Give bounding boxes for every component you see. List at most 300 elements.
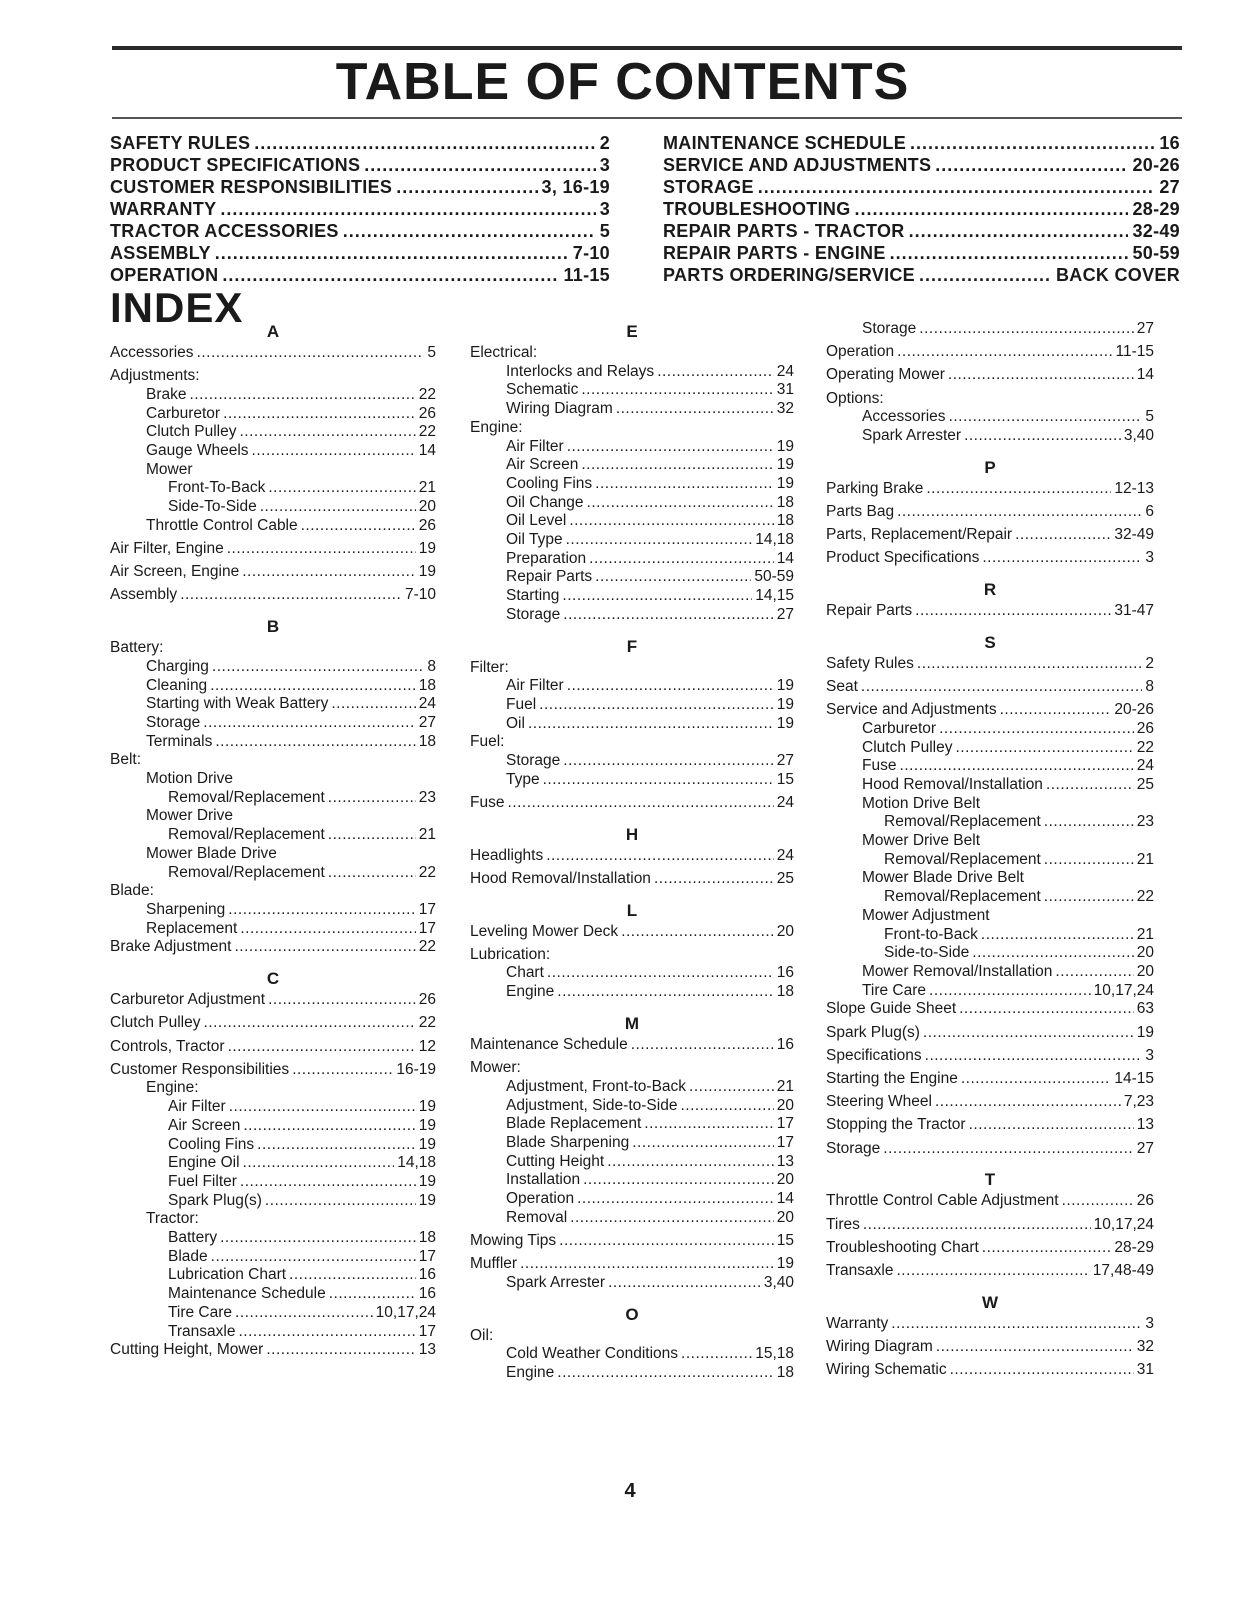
- index-entry-label: Removal: [506, 1208, 568, 1226]
- dot-leader: [252, 442, 416, 461]
- index-entry: [110, 864, 436, 883]
- index-entry-page: 27: [1136, 1139, 1154, 1157]
- index-entry-page: 24: [776, 362, 794, 380]
- index-entry-page: 27: [776, 752, 794, 770]
- index-entry-label: Engine:: [470, 418, 523, 436]
- index-entry: [826, 678, 1154, 697]
- index-heading: INDEX: [110, 284, 244, 331]
- dot-leader: [239, 423, 415, 442]
- index-entry-label: Storage: [506, 605, 561, 623]
- toc-entry-label: SAFETY RULES: [110, 133, 251, 153]
- toc-entry-label: CUSTOMER RESPONSIBILITIES: [110, 177, 393, 197]
- dot-leader: [257, 1136, 416, 1155]
- toc-entry-label: WARRANTY: [110, 199, 217, 219]
- index-entry-label: Stopping the Tractor: [826, 1116, 966, 1134]
- index-column-1: [110, 320, 436, 1360]
- dot-leader: [883, 1140, 1133, 1159]
- index-entry: [826, 1262, 1154, 1281]
- index-entry-label: Cooling Fins: [506, 474, 593, 492]
- letter-spacer: [826, 621, 1154, 631]
- dot-leader: [936, 1338, 1134, 1357]
- index-entry-page: 31: [1136, 1361, 1154, 1379]
- dot-leader: [563, 606, 773, 625]
- index-entry-page: 15: [776, 1231, 794, 1249]
- dot-leader: [190, 386, 416, 405]
- index-entry: [826, 1315, 1154, 1334]
- toc-entry: [110, 177, 610, 199]
- index-entry-page: 27: [418, 713, 436, 731]
- index-entry-label: Starting the Engine: [826, 1070, 958, 1087]
- index-entry: [110, 1038, 436, 1057]
- index-entry: [110, 1154, 436, 1173]
- index-entry-page: 22: [418, 385, 436, 403]
- index-entry: [110, 789, 436, 808]
- letter-spacer: [110, 605, 436, 615]
- index-entry: [110, 586, 436, 605]
- index-entry-label: Controls, Tractor: [110, 1037, 225, 1055]
- index-entry-label: Clutch Pulley: [862, 738, 953, 756]
- index-entry-page: 22: [418, 1014, 436, 1032]
- index-entry-page: 13: [776, 1152, 794, 1170]
- toc-entry: [663, 199, 1180, 221]
- index-entry: [110, 1079, 436, 1098]
- dot-leader: [1046, 776, 1134, 795]
- dot-leader: [935, 1093, 1121, 1112]
- index-entry: [110, 920, 436, 939]
- index-entry-label: Muffler: [470, 1255, 518, 1273]
- dot-leader: [570, 1209, 774, 1228]
- index-entry: [826, 655, 1154, 674]
- index-entry-page: 22: [418, 423, 436, 441]
- dot-leader: [1044, 888, 1134, 907]
- dot-leader: [240, 920, 415, 939]
- toc-entry-page: 32-49: [1132, 221, 1180, 241]
- index-entry-label: Spark Arrester: [506, 1273, 606, 1291]
- dot-leader: [243, 1154, 395, 1173]
- index-entry-label: Tractor:: [146, 1210, 199, 1228]
- index-entry-label: Storage: [506, 752, 561, 770]
- index-entry: [826, 1070, 1154, 1089]
- index-entry-page: 3,40: [1123, 427, 1154, 445]
- dot-leader: [222, 265, 559, 286]
- index-entry-page: 19: [776, 437, 794, 455]
- index-entry: [826, 1192, 1154, 1211]
- dot-leader: [234, 938, 415, 957]
- index-entry-label: Starting: [506, 587, 560, 605]
- index-entry: [470, 1059, 794, 1078]
- index-entry: [826, 888, 1154, 907]
- index-entry-label: Transaxle: [826, 1261, 894, 1279]
- dot-leader: [215, 733, 415, 752]
- dot-leader: [959, 1000, 1134, 1019]
- dot-leader: [923, 1024, 1134, 1043]
- index-entry-label: Adjustment, Side-to-Side: [506, 1096, 678, 1114]
- index-entry: [470, 847, 794, 866]
- index-entry-page: 19: [776, 677, 794, 695]
- index-entry-label: Electrical:: [470, 344, 538, 361]
- index-entry: [470, 1255, 794, 1274]
- index-entry: [470, 1232, 794, 1251]
- letter-spacer: [826, 568, 1154, 578]
- index-entry-page: 19: [776, 695, 794, 713]
- index-letter-heading: S: [984, 632, 996, 652]
- index-entry: [470, 1345, 794, 1364]
- index-entry-page: 26: [418, 404, 436, 422]
- index-entry-label: Air Screen: [506, 456, 579, 474]
- index-entry-page: 32-49: [1114, 526, 1154, 544]
- index-entry: [826, 1338, 1154, 1357]
- index-entry-label: Mowing Tips: [470, 1231, 557, 1249]
- index-entry-label: Mower: [146, 460, 193, 478]
- dot-leader: [899, 757, 1133, 776]
- index-entry-label: Engine: [506, 983, 555, 1001]
- dot-leader: [228, 1038, 416, 1057]
- index-entry: [826, 1093, 1154, 1112]
- index-entry: [110, 1061, 436, 1080]
- toc-entry-label: REPAIR PARTS - ENGINE: [663, 243, 886, 263]
- index-entry: [110, 1192, 436, 1211]
- index-entry: [470, 1078, 794, 1097]
- index-entry-page: 19: [418, 1135, 436, 1153]
- index-entry-page: 32: [1136, 1337, 1154, 1355]
- index-entry-label: Preparation: [506, 549, 587, 567]
- index-entry-label: Repair Parts: [506, 568, 593, 586]
- index-entry-label: Operation: [826, 343, 895, 361]
- index-entry-label: Operation: [506, 1190, 575, 1208]
- index-entry-label: Removal/Replacement: [884, 813, 1041, 831]
- index-entry-label: Mower Adjustment: [862, 906, 990, 924]
- dot-leader: [238, 1323, 415, 1342]
- index-entry-page: 26: [1136, 719, 1154, 737]
- index-entry: [110, 826, 436, 845]
- index-entry-label: Removal/Replacement: [168, 863, 325, 881]
- index-entry-page: 23: [1136, 813, 1154, 831]
- dot-leader: [577, 1190, 774, 1209]
- index-entry-page: 16: [418, 1285, 436, 1303]
- index-entry-label: Service and Adjustments: [826, 701, 997, 719]
- index-entry: [826, 1024, 1154, 1043]
- index-entry-page: 10,17,24: [375, 1303, 436, 1321]
- index-entry-page: 8: [427, 657, 436, 675]
- index-entry-label: Oil Type: [506, 531, 563, 549]
- dot-leader: [961, 1070, 1112, 1089]
- index-entry: [110, 498, 436, 517]
- index-letter-heading: C: [266, 969, 280, 989]
- index-entry: [470, 587, 794, 606]
- toc-entry-page: 27: [1159, 177, 1180, 197]
- index-entry: [110, 1098, 436, 1117]
- index-entry: [826, 776, 1154, 795]
- index-entry: [470, 456, 794, 475]
- dot-leader: [948, 366, 1134, 385]
- index-entry: [110, 695, 436, 714]
- dot-leader: [982, 549, 1142, 568]
- index-entry-label: Front-To-Back: [168, 479, 266, 497]
- page-number: 4: [624, 1480, 636, 1502]
- toc-entry-page: 3: [599, 155, 610, 175]
- dot-leader: [595, 568, 751, 587]
- index-entry-page: 15,18: [755, 1345, 794, 1363]
- index-entry-page: 19: [776, 714, 794, 732]
- dot-leader: [1062, 1192, 1134, 1211]
- toc-entry-page: 16: [1159, 133, 1180, 153]
- index-entry: [110, 540, 436, 559]
- index-entry-label: Product Specifications: [826, 549, 980, 567]
- toc-entry-label: REPAIR PARTS - TRACTOR: [663, 221, 905, 241]
- dot-leader: [563, 752, 773, 771]
- index-entry: [110, 938, 436, 957]
- index-entry-label: Removal/Replacement: [884, 850, 1041, 868]
- dot-leader: [981, 926, 1134, 945]
- index-entry: [826, 851, 1154, 870]
- index-entry-page: 50-59: [754, 568, 794, 586]
- index-entry-label: Side-To-Side: [168, 498, 257, 516]
- index-entry: [470, 659, 794, 678]
- index-entry: [110, 1266, 436, 1285]
- index-entry-page: 20: [776, 1171, 794, 1189]
- index-entry-label: Fuse: [470, 793, 505, 811]
- index-entry-page: 17: [418, 900, 436, 918]
- index-entry: [110, 991, 436, 1010]
- index-entry-page: 11-15: [1115, 343, 1154, 361]
- index-entry: [470, 1327, 794, 1346]
- index-entry: [826, 813, 1154, 832]
- dot-leader: [210, 677, 416, 696]
- index-entry-page: 16-19: [396, 1060, 436, 1078]
- index-entry: [826, 408, 1154, 427]
- index-entry-page: 13: [1136, 1116, 1154, 1134]
- index-entry-page: 19: [418, 540, 436, 558]
- index-entry-label: Battery: [168, 1229, 218, 1247]
- index-entry-label: Gauge Wheels: [146, 442, 249, 460]
- dot-leader: [1015, 526, 1111, 545]
- index-entry-label: Hood Removal/Installation: [862, 775, 1043, 793]
- dot-leader: [197, 344, 425, 363]
- index-entry-label: Spark Arrester: [862, 427, 962, 445]
- index-entry-page: 14,18: [755, 531, 794, 549]
- index-entry-label: Tires: [826, 1215, 860, 1233]
- index-entry-label: Interlocks and Relays: [506, 362, 655, 380]
- dot-leader: [919, 320, 1133, 339]
- index-entry-label: Warranty: [826, 1314, 889, 1332]
- index-entry: [110, 1304, 436, 1323]
- index-entry: [826, 739, 1154, 758]
- toc-entry-page: 2: [599, 133, 610, 153]
- index-entry: [110, 1248, 436, 1267]
- index-entry-page: 14,15: [755, 587, 794, 605]
- index-entry-page: 63: [1136, 1000, 1154, 1018]
- index-entry: [470, 494, 794, 513]
- dot-leader: [240, 1173, 416, 1192]
- letter-spacer: [470, 889, 794, 899]
- index-entry-page: 14: [418, 442, 436, 460]
- index-entry: [470, 715, 794, 734]
- toc-entry-page: 5: [599, 221, 610, 241]
- index-entry-label: Maintenance Schedule: [470, 1035, 628, 1053]
- index-entry: [110, 882, 436, 901]
- index-entry: [826, 926, 1154, 945]
- index-entry-label: Removal/Replacement: [168, 788, 325, 806]
- top-rule: [112, 46, 1182, 50]
- index-entry-page: 22: [1136, 888, 1154, 906]
- dot-leader: [268, 991, 416, 1010]
- index-entry-label: Leveling Mower Deck: [470, 922, 619, 940]
- dot-leader: [1044, 813, 1134, 832]
- dot-leader: [595, 475, 774, 494]
- dot-leader: [896, 1262, 1089, 1281]
- index-entry: [110, 442, 436, 461]
- index-entry: [826, 757, 1154, 776]
- letter-spacer: [470, 1002, 794, 1012]
- letter-spacer: [470, 1293, 794, 1303]
- dot-leader: [329, 1285, 416, 1304]
- index-entry: [826, 869, 1154, 888]
- index-entry-page: 14: [1136, 366, 1154, 384]
- dot-leader: [955, 739, 1133, 758]
- index-entry: [110, 733, 436, 752]
- letter-spacer: [470, 813, 794, 823]
- index-entry-page: 5: [1145, 408, 1154, 426]
- index-entry: [826, 944, 1154, 963]
- toc-entry: [663, 221, 1180, 243]
- index-entry-page: 27: [1136, 320, 1154, 337]
- dot-leader: [569, 512, 773, 531]
- dot-leader: [654, 870, 774, 889]
- index-entry-label: Engine:: [146, 1079, 199, 1097]
- index-entry: [826, 549, 1154, 568]
- index-entry: [826, 343, 1154, 362]
- index-entry-page: 19: [418, 1191, 436, 1209]
- index-entry: [110, 1136, 436, 1155]
- dot-leader: [910, 133, 1155, 154]
- index-entry-label: Mower Drive: [146, 807, 233, 825]
- index-entry: [826, 832, 1154, 851]
- dot-leader: [1055, 963, 1133, 982]
- index-entry-label: Spark Plug(s): [826, 1023, 920, 1041]
- dot-leader: [950, 1361, 1134, 1380]
- toc-entry: [663, 243, 1180, 265]
- dot-leader: [919, 265, 1052, 286]
- index-entry-label: Specifications: [826, 1046, 922, 1064]
- dot-leader: [567, 677, 774, 696]
- dot-leader: [328, 789, 416, 808]
- index-entry-page: 27: [776, 605, 794, 623]
- index-entry-page: 16: [418, 1266, 436, 1284]
- index-entry-page: 2: [1145, 654, 1154, 672]
- index-entry: [110, 517, 436, 536]
- dot-leader: [608, 1274, 761, 1293]
- letter-spacer: [826, 1281, 1154, 1291]
- dot-leader: [528, 715, 774, 734]
- toc-entry: [110, 221, 610, 243]
- dot-leader: [890, 243, 1129, 264]
- dot-leader: [292, 1061, 393, 1080]
- toc-entry: [110, 243, 610, 265]
- index-entry-page: 20: [418, 498, 436, 516]
- index-entry-label: Blade: [168, 1247, 208, 1265]
- index-entry-page: 13: [418, 1341, 436, 1359]
- index-entry-label: Front-to-Back: [884, 925, 978, 943]
- index-entry: [470, 923, 794, 942]
- index-entry-page: 18: [776, 493, 794, 511]
- index-entry-page: 18: [776, 1363, 794, 1381]
- index-entry: [826, 1047, 1154, 1066]
- index-entry: [826, 963, 1154, 982]
- index-entry-page: 24: [776, 846, 794, 864]
- index-entry: [826, 982, 1154, 1001]
- toc-entry-page: 7-10: [572, 243, 610, 263]
- index-entry-page: 10,17,24: [1093, 981, 1154, 999]
- dot-leader: [235, 1304, 373, 1323]
- index-entry-label: Safety Rules: [826, 654, 914, 672]
- index-entry-label: Mower Drive Belt: [862, 832, 980, 850]
- dot-leader: [935, 155, 1128, 176]
- dot-leader: [331, 695, 415, 714]
- index-entry-page: 19: [776, 456, 794, 474]
- page-title: TABLE OF CONTENTS: [335, 53, 910, 111]
- index-entry-page: 17: [418, 919, 436, 937]
- index-column-2: [470, 320, 794, 1383]
- index-entry: [110, 714, 436, 733]
- index-entry-label: Mower:: [470, 1059, 521, 1077]
- dot-leader: [657, 363, 774, 382]
- index-entry-page: 20: [776, 1208, 794, 1226]
- toc-entry-label: PRODUCT SPECIFICATIONS: [110, 155, 361, 175]
- index-entry-page: 25: [776, 869, 794, 887]
- index-entry-page: 8: [1145, 677, 1154, 695]
- index-entry-page: 21: [776, 1077, 794, 1095]
- dot-leader: [211, 1248, 416, 1267]
- toc-left-column: [110, 133, 610, 287]
- dot-leader: [507, 794, 773, 813]
- index-entry-label: Battery:: [110, 639, 164, 657]
- dot-leader: [557, 1364, 773, 1383]
- index-entry: [470, 1115, 794, 1134]
- index-entry-label: Motion Drive Belt: [862, 794, 981, 812]
- index-entry-label: Air Filter: [506, 677, 564, 695]
- letter-spacer: [826, 446, 1154, 456]
- index-entry: [470, 1134, 794, 1153]
- toc-entry-label: MAINTENANCE SCHEDULE: [663, 133, 907, 153]
- dot-leader: [644, 1115, 773, 1134]
- toc-entry-label: SERVICE AND ADJUSTMENTS: [663, 155, 932, 175]
- index-entry-label: Blade Sharpening: [506, 1133, 630, 1151]
- index-entry-label: Cutting Height, Mower: [110, 1341, 264, 1359]
- toc-entry: [110, 155, 610, 177]
- index-entry-label: Fuel: [506, 695, 537, 713]
- index-entry-page: 17,48-49: [1092, 1261, 1154, 1279]
- toc-entry-label: PARTS ORDERING/SERVICE: [663, 265, 915, 285]
- dot-leader: [396, 177, 537, 198]
- index-entry: [470, 752, 794, 771]
- index-entry: [826, 701, 1154, 720]
- index-entry-page: 20: [1136, 962, 1154, 980]
- index-entry-page: 24: [418, 695, 436, 713]
- toc-entry: [663, 133, 1180, 155]
- index-entry-page: 31-47: [1114, 602, 1154, 620]
- index-entry-page: 22: [1136, 738, 1154, 756]
- index-entry-page: 24: [1136, 757, 1154, 775]
- dot-leader: [520, 1255, 774, 1274]
- index-entry: [110, 807, 436, 826]
- index-entry-label: Slope Guide Sheet: [826, 1000, 957, 1018]
- index-entry: [470, 1171, 794, 1190]
- index-entry-label: Headlights: [470, 846, 544, 864]
- index-entry: [110, 1173, 436, 1192]
- index-entry-label: Tire Care: [862, 981, 927, 999]
- index-entry-page: 22: [418, 938, 436, 956]
- index-entry: [470, 568, 794, 587]
